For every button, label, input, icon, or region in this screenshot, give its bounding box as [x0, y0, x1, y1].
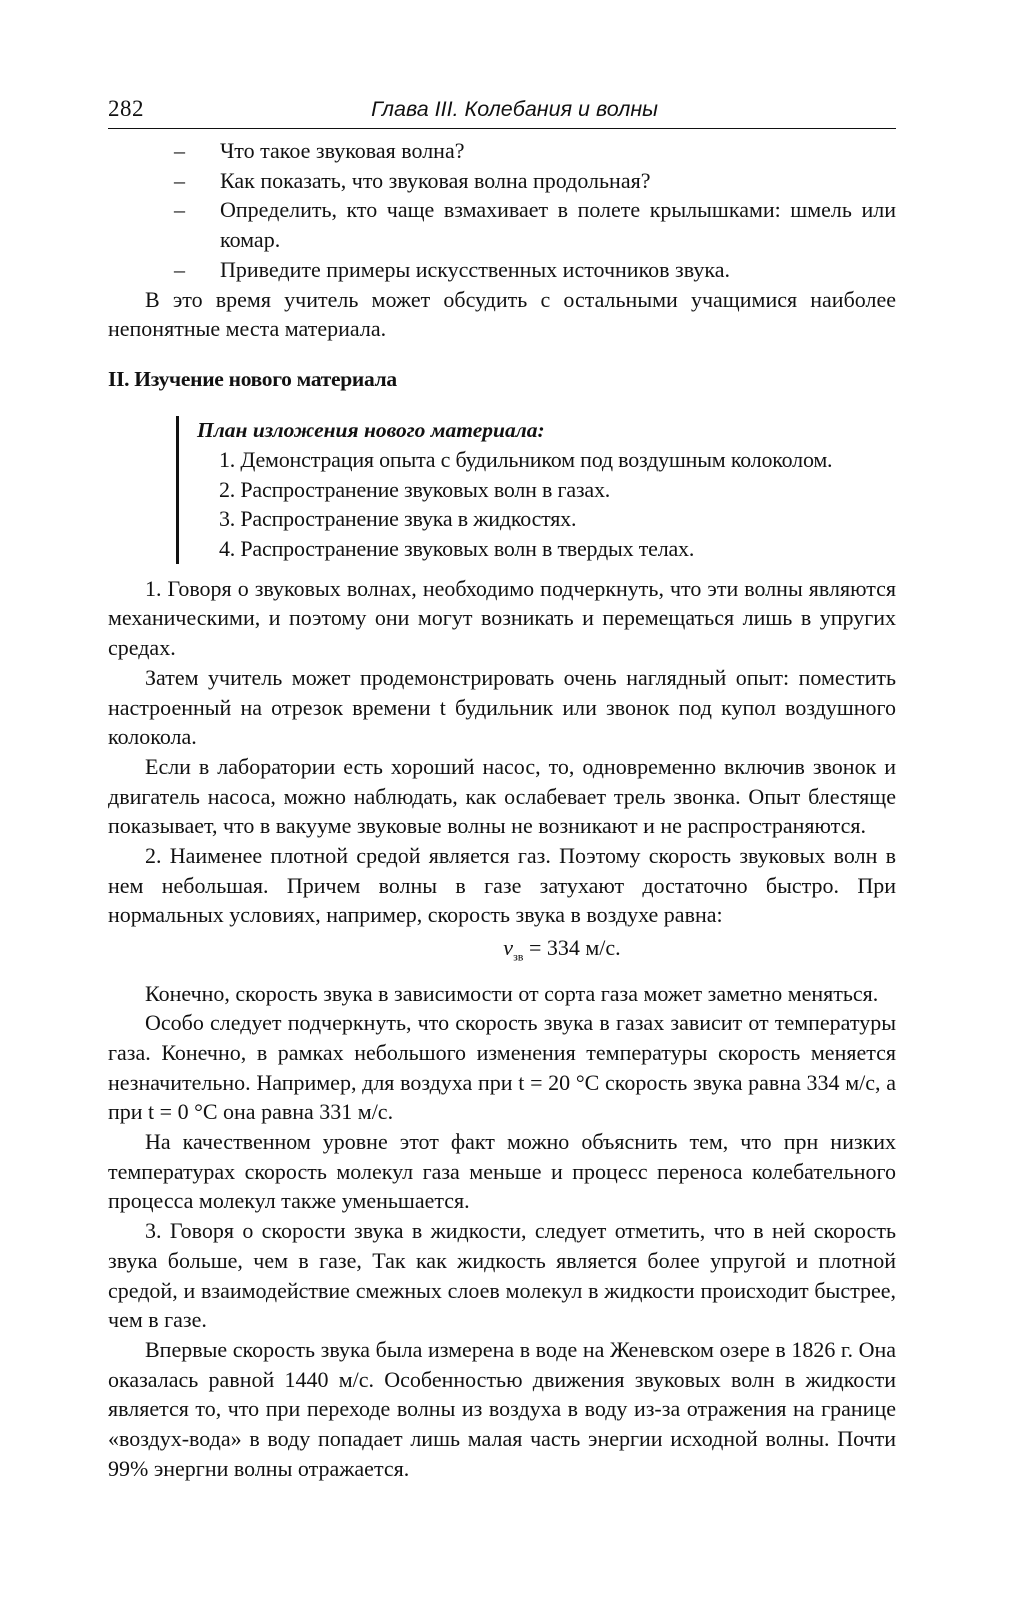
question-item — [108, 255, 896, 285]
sound-speed-formula — [108, 932, 896, 972]
section-heading: II. Изучение нового материала — [108, 366, 397, 391]
page-content — [108, 96, 896, 1484]
plan-item: 3. Распространение звука в жидкостях. — [219, 506, 577, 532]
question-text: Как показать, что звуковая волна продольная? — [220, 167, 651, 193]
page-header — [108, 96, 896, 129]
question-item — [108, 166, 896, 196]
body-paragraph: Затем учитель может продемонстрировать очень наглядный опыт: поместить настроенный на отрезок времени t будильник или звонок под купол воздушного колокола. — [108, 664, 896, 750]
question-item — [108, 136, 896, 166]
question-item — [108, 195, 896, 254]
dash-marker: – — [174, 167, 185, 193]
plan-item: 1. Демонстрация опыта с будильником под воздушным колоколом. — [219, 446, 833, 472]
body-paragraph: 2. Наименее плотной средой является газ. Поэтому скорость звуковых волн в нем небольшая. Причем волны в газе затухают достаточно быстро. При нормальных условиях, например, скорость звука в воздухе равна: — [108, 843, 896, 928]
plan-list — [197, 445, 896, 564]
dash-marker: – — [174, 138, 185, 163]
body-paragraph: На качественном уровне этот факт можно объяснить тем, что прн низких температурах скорость молекул газа меньше и процесс переноса колебательного процесса молекул также уменьшается. — [108, 1129, 896, 1214]
formula-subscript: зв — [513, 949, 524, 964]
lesson-plan-box — [176, 416, 896, 564]
plan-item: 2. Распространение звуковых волн в газах. — [219, 476, 611, 502]
dash-marker: – — [174, 256, 185, 282]
plan-title: План изложения нового материала: — [197, 417, 545, 442]
body-paragraph: 3. Говоря о скорости звука в жидкости, следует отметить, что в ней скорость звука больше, чем в газе, Так как жидкость является более упругой и плотной средой, и взаимодействие смежных слоев молекул в жидкости происходит быстрее, чем в газе. — [108, 1218, 896, 1333]
dash-marker: – — [174, 197, 185, 223]
formula-value: = 334 м/с. — [523, 935, 621, 961]
question-text: Что такое звуковая волна? — [220, 138, 465, 163]
question-text: Приведите примеры искусственных источников звука. — [220, 256, 730, 282]
intro-paragraph: В это время учитель может обсудить с остальными учащимися наиболее непонятные места материала. — [108, 286, 896, 342]
page-number: 282 — [108, 96, 144, 121]
body-paragraph: 1. Говоря о звуковых волнах, необходимо подчеркнуть, что эти волны являются механическими, и поэтому они могут возникать и перемещаться лишь в упругих средах. — [108, 575, 896, 661]
formula-symbol: v — [503, 935, 514, 961]
body-paragraph: Впервые скорость звука была измерена в воде на Женевском озере в 1826 г. Она оказалась равной 1440 м/с. Особенностью движения звуковых волн в жидкости является то, что при переходе волны из воздуха в воду из-за отражения на границе «воздух-вода» в воду попадает лишь малая часть энергии исходной волны. Почти 99% энергни волны отражается. — [108, 1337, 896, 1481]
body-paragraph: Если в лаборатории есть хороший насос, то, одновременно включив звонок и двигатель насоса, можно наблюдать, как ослабевает трель звонка. Опыт блестяще показывает, что в вакууме звуковые волны не возникают и не распространяются. — [108, 753, 896, 839]
body-paragraph: Конечно, скорость звука в зависимости от сорта газа может заметно меняться. — [145, 980, 879, 1006]
question-list — [108, 136, 896, 285]
body-paragraph: Особо следует подчеркнуть, что скорость звука в газах зависит от температуры газа. Конечно, в рамках небольшого изменения температуры скорость меняется незначительно. Например, для воздуха при t = 20 °С скорость звука равна 334 м/с, а при t = 0 °С она равна 331 м/с. — [108, 1010, 896, 1125]
running-title: Глава III. Колебания и волны — [371, 97, 658, 121]
question-text: Определить, кто чаще взмахивает в полете крылышками: шмель или комар. — [220, 197, 896, 253]
plan-item: 4. Распространение звуковых волн в твердых телах. — [219, 536, 695, 562]
